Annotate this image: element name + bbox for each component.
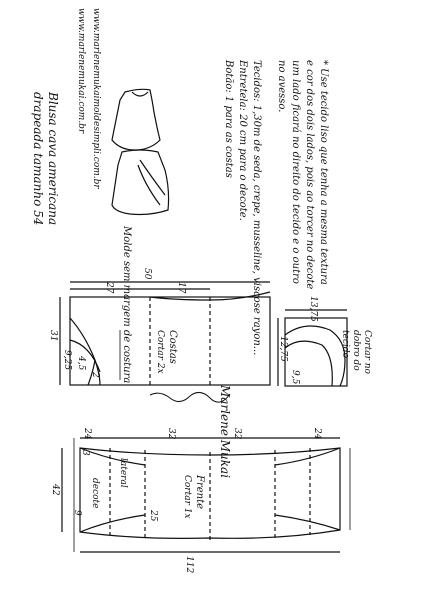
back-neck-dim: 27 [104, 282, 114, 294]
back-small-b: 4,5 [76, 356, 86, 371]
title-line2: drapeada tamanho 54 [31, 92, 45, 226]
front-cut: Cortar 1x [182, 475, 192, 519]
back-label: Costas [167, 330, 178, 364]
back-small-a: 2 [90, 372, 100, 378]
front-piece-pattern [62, 438, 350, 552]
facing-cut: Cortar no dobro do tecido [340, 330, 372, 374]
front-width-dim: 112 [184, 556, 194, 574]
back-armhole-dim: 9,25 [62, 350, 72, 371]
back-shoulder-dim: 17 [176, 282, 186, 294]
front-side-label: lateral [118, 458, 128, 488]
facing-dim-b: 12,75 [278, 336, 288, 362]
back-height-dim: 31 [48, 330, 58, 342]
front-neck-label: decote [90, 478, 100, 509]
facing-dim-a: 13,75 [308, 296, 318, 322]
front-left-dim: 24 [82, 428, 92, 440]
back-width-dim: 50 [142, 268, 152, 280]
buttons-note: Botão: 1 para as costas [223, 60, 234, 178]
tip-note: * Use tecido liso que tenha a mesma textura e cor dos dois lados, pois ao torcer no decote um lado ficará no direito do tecido e o outro no avesso. [276, 60, 329, 290]
back-cut: Cortar 2x [155, 330, 165, 374]
front-label: Frente [194, 475, 205, 510]
front-height-dim: 42 [50, 484, 60, 496]
signature: Marlene Mukai [218, 385, 232, 479]
garment-sketch-front [112, 150, 169, 215]
mold-note: Molde sem margem de costura [121, 226, 132, 384]
front-offset-dim: 3 [80, 450, 90, 456]
title-line1: Blusa cava americana [46, 92, 60, 226]
front-depth-dim: 25 [148, 510, 158, 522]
front-gap-dim: 9 [72, 510, 82, 516]
website-line1[interactable]: www.marlenemukaimoldesimpli.com.br [91, 8, 101, 189]
interfacing-note: Entretela: 20 cm para o decote. [237, 60, 248, 221]
back-piece-pattern [60, 282, 270, 385]
front-center-a-dim: 32 [166, 428, 176, 440]
website-line2[interactable]: www.marlenemukai.com.br [76, 8, 86, 134]
front-center-b-dim: 32 [232, 428, 242, 440]
garment-sketch-back [112, 89, 160, 150]
front-right-dim: 24 [312, 428, 322, 440]
fabric-note: Tecidos: 1,30m de seda, crepe, musseline, viscose rayon... [251, 60, 262, 356]
facing-dim-c: 9,5 [290, 370, 300, 385]
